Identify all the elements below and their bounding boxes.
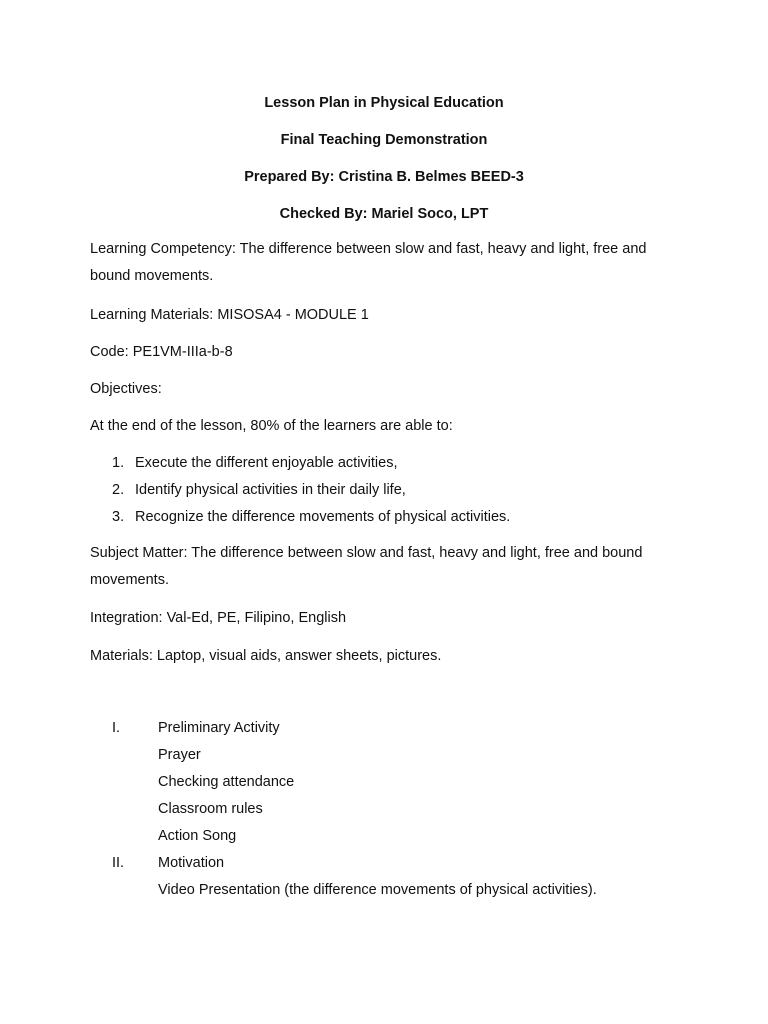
integration: Integration: Val-Ed, PE, Filipino, English — [90, 610, 347, 626]
objective-text: Execute the different enjoyable activities, — [135, 455, 398, 471]
outline-section-title: Preliminary Activity — [158, 720, 280, 736]
outline-item: Video Presentation (the difference movements of physical activities). — [158, 882, 597, 898]
objective-item — [112, 508, 510, 526]
outline-item: Prayer — [158, 747, 201, 763]
objectives-label: Objectives: — [90, 381, 162, 397]
document-title: Lesson Plan in Physical Education — [264, 95, 504, 111]
subject-matter: Subject Matter: The difference between slow and fast, heavy and light, free and bound movements. — [90, 545, 643, 588]
objectives-intro: At the end of the lesson, 80% of the learners are able to: — [90, 418, 453, 434]
outline-item: Checking attendance — [158, 774, 295, 790]
document-subtitle: Final Teaching Demonstration — [280, 132, 488, 148]
objective-number: 2. — [112, 482, 125, 498]
objective-item — [112, 481, 406, 499]
objective-text: Identify physical activities in their daily life, — [135, 482, 406, 498]
outline-section-number: I. — [112, 720, 121, 736]
objective-number: 3. — [112, 509, 125, 525]
learning-materials: Learning Materials: MISOSA4 - MODULE 1 — [90, 307, 369, 323]
objective-number: 1. — [112, 455, 125, 471]
outline-section-title: Motivation — [158, 855, 225, 871]
prepared-by: Prepared By: Cristina B. Belmes BEED-3 — [244, 169, 524, 185]
learning-competency: Learning Competency: The difference between slow and fast, heavy and light, free and bound movements. — [90, 241, 647, 284]
outline-item: Action Song — [158, 828, 237, 844]
objective-item — [112, 454, 398, 472]
objective-text: Recognize the difference movements of physical activities. — [135, 509, 511, 525]
checked-by: Checked By: Mariel Soco, LPT — [279, 206, 489, 222]
materials: Materials: Laptop, visual aids, answer sheets, pictures. — [90, 648, 442, 664]
outline-item: Classroom rules — [158, 801, 263, 817]
outline-section-number: II. — [112, 855, 125, 871]
code: Code: PE1VM-IIIa-b-8 — [90, 344, 233, 360]
